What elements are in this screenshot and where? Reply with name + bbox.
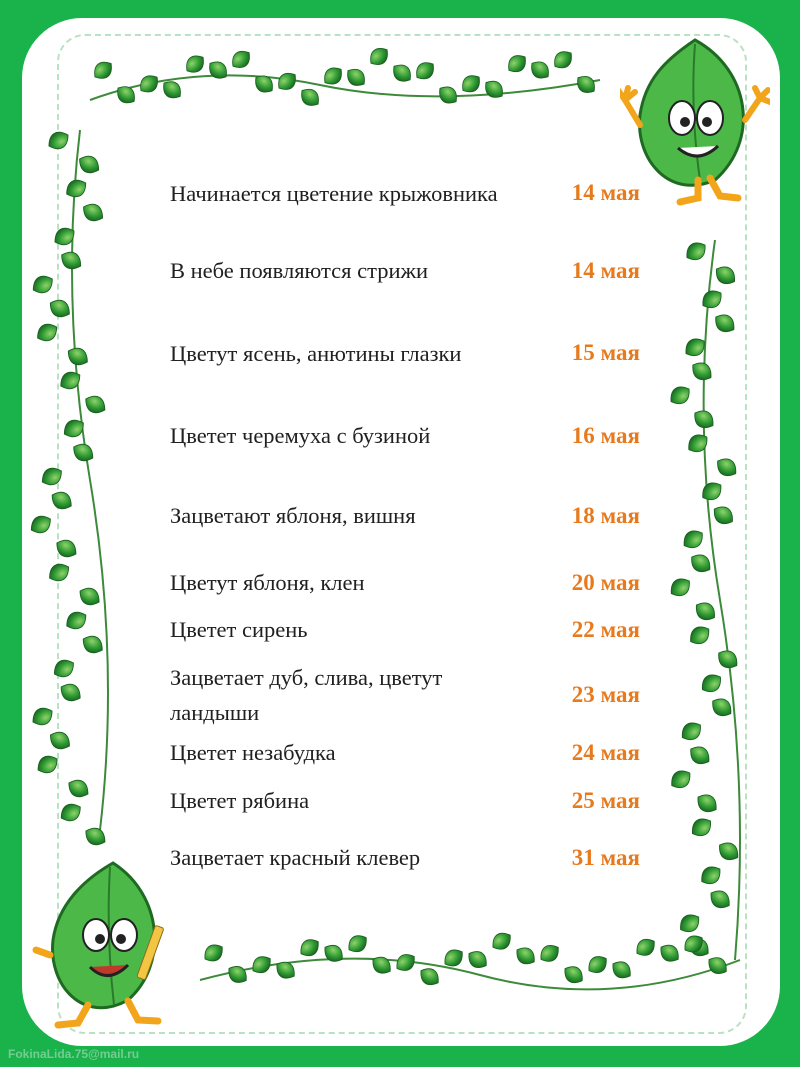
leaf-icon bbox=[512, 943, 538, 968]
schedule-row bbox=[170, 318, 640, 388]
leaf-icon bbox=[45, 560, 72, 585]
leaf-icon bbox=[136, 71, 162, 97]
event-text: Цветет черемуха с бузиной bbox=[170, 423, 431, 448]
schedule-row bbox=[170, 158, 640, 228]
leaf-icon bbox=[29, 704, 56, 729]
schedule-row bbox=[170, 612, 640, 647]
leaf-icon bbox=[182, 51, 208, 77]
leaf-icon bbox=[46, 296, 73, 321]
leaf-icon bbox=[698, 286, 725, 312]
leaf-icon bbox=[389, 60, 415, 86]
event-date: 14 мая bbox=[571, 257, 640, 283]
leaf-icon bbox=[678, 718, 705, 744]
leaf-icon bbox=[666, 382, 693, 408]
event-text: Цветет рябина bbox=[170, 788, 310, 813]
leaf-icon bbox=[697, 862, 724, 888]
leaf-icon bbox=[706, 886, 733, 912]
leaf-icon bbox=[57, 680, 84, 705]
leaf-icon bbox=[488, 929, 514, 954]
schedule-row bbox=[170, 735, 640, 770]
leaf-icon bbox=[75, 152, 102, 177]
leaf-icon bbox=[608, 957, 634, 982]
leaf-icon bbox=[458, 71, 484, 97]
leaf-icon bbox=[297, 85, 323, 111]
event-date: 25 мая bbox=[571, 787, 640, 813]
leaf-icon bbox=[686, 742, 713, 768]
event-date: 14 мая bbox=[571, 180, 640, 205]
leaf-icon bbox=[51, 224, 78, 249]
leaf-icon bbox=[560, 962, 586, 987]
leaf-icon bbox=[344, 931, 370, 956]
leaf-icon bbox=[228, 47, 254, 73]
event-date: 18 мая bbox=[571, 502, 640, 528]
event-text: Зацветают яблоня, вишня bbox=[170, 503, 416, 528]
leaf-icon bbox=[79, 200, 106, 225]
event-text: Зацветает красный клевер bbox=[170, 845, 421, 870]
leaf-icon bbox=[550, 47, 576, 73]
leaf-icon bbox=[536, 941, 562, 966]
leaf-icon bbox=[57, 800, 84, 825]
leaf-icon bbox=[82, 824, 109, 849]
event-text: Цветет сирень bbox=[170, 617, 308, 642]
leaf-icon bbox=[715, 838, 742, 864]
leaf-icon bbox=[676, 910, 703, 936]
leaf-icon bbox=[79, 632, 106, 657]
leaf-icon bbox=[416, 964, 442, 989]
leaf-icon bbox=[713, 454, 740, 480]
leaf-mascot-waving-icon bbox=[620, 30, 770, 210]
leaf-icon bbox=[435, 82, 461, 108]
leaf-icon bbox=[693, 790, 720, 816]
schedule-row bbox=[170, 253, 640, 288]
leaf-icon bbox=[481, 77, 507, 103]
leaf-icon bbox=[33, 320, 60, 345]
event-date: 24 мая bbox=[571, 739, 640, 765]
leaf-icon bbox=[320, 941, 346, 966]
leaf-icon bbox=[711, 310, 738, 336]
leaf-icon bbox=[65, 776, 92, 801]
leaf-icon bbox=[686, 622, 713, 648]
leaf-icon bbox=[90, 57, 116, 83]
event-text: Зацветает дуб, слива, цветут ландыши bbox=[170, 665, 443, 725]
event-date: 20 мая bbox=[571, 569, 640, 595]
leaf-icon bbox=[687, 550, 714, 576]
leaf-icon bbox=[667, 766, 694, 792]
leaf-icon bbox=[200, 941, 226, 966]
leaf-icon bbox=[710, 502, 737, 528]
leaf-icon bbox=[688, 358, 715, 384]
leaf-icon bbox=[70, 440, 97, 465]
leaf-icon bbox=[504, 51, 530, 77]
schedule-row bbox=[170, 565, 640, 600]
leaf-icon bbox=[527, 57, 553, 83]
leaf-icon bbox=[53, 536, 80, 561]
event-text: В небе появляются стрижи bbox=[170, 258, 429, 283]
event-date: 31 мая bbox=[571, 844, 640, 870]
watermark: FokinaLida.75@mail.ru bbox=[8, 1047, 140, 1061]
leaf-icon bbox=[667, 574, 694, 600]
leaf-icon bbox=[251, 71, 277, 97]
leaf-icon bbox=[688, 814, 715, 840]
leaf-icon bbox=[27, 512, 54, 537]
leaf-icon bbox=[464, 947, 490, 972]
leaf-icon bbox=[698, 670, 725, 696]
leaf-icon bbox=[296, 935, 322, 960]
leaf-icon bbox=[46, 728, 73, 753]
leaf-icon bbox=[63, 608, 90, 633]
schedule-row bbox=[170, 840, 640, 875]
event-date: 15 мая bbox=[571, 340, 640, 365]
event-date: 23 мая bbox=[571, 682, 640, 707]
leaf-icon bbox=[632, 935, 658, 960]
leaf-icon bbox=[64, 344, 91, 369]
leaf-icon bbox=[50, 656, 77, 681]
leaf-icon bbox=[712, 262, 739, 288]
leaf-icon bbox=[224, 962, 250, 987]
leaf-icon bbox=[38, 464, 65, 489]
leaf-icon bbox=[656, 941, 682, 966]
leaf-icon bbox=[48, 488, 75, 513]
leaf-mascot-pencil-icon bbox=[28, 855, 178, 1035]
event-date: 16 мая bbox=[571, 422, 640, 448]
leaf-icon bbox=[57, 368, 84, 393]
event-text: Цветут яблоня, клен bbox=[170, 570, 365, 595]
event-text: Цветет незабудка bbox=[170, 740, 336, 765]
leaf-icon bbox=[366, 44, 392, 70]
event-text: Начинается цветение крыжовника bbox=[170, 180, 498, 206]
event-date: 22 мая bbox=[571, 616, 640, 642]
leaf-icon bbox=[682, 238, 709, 264]
leaf-icon bbox=[343, 65, 369, 91]
leaf-icon bbox=[412, 58, 438, 84]
schedule-row bbox=[170, 418, 640, 453]
leaf-icon bbox=[45, 128, 72, 153]
leaf-icon bbox=[82, 392, 109, 417]
leaf-icon bbox=[698, 478, 725, 504]
leaf-icon bbox=[368, 953, 394, 978]
schedule-row bbox=[170, 783, 640, 818]
leaf-icon bbox=[29, 272, 56, 297]
leaf-icon bbox=[584, 952, 610, 977]
leaf-icon bbox=[76, 584, 103, 609]
leaf-icon bbox=[205, 57, 231, 83]
leaf-icon bbox=[679, 526, 706, 552]
leaf-icon bbox=[692, 598, 719, 624]
leaf-icon bbox=[684, 430, 711, 456]
leaf-icon bbox=[34, 752, 61, 777]
leaf-icon bbox=[708, 694, 735, 720]
event-text: Цветут ясень, анютины глазки bbox=[170, 340, 462, 366]
schedule-row bbox=[170, 660, 640, 730]
schedule-row bbox=[170, 498, 640, 533]
